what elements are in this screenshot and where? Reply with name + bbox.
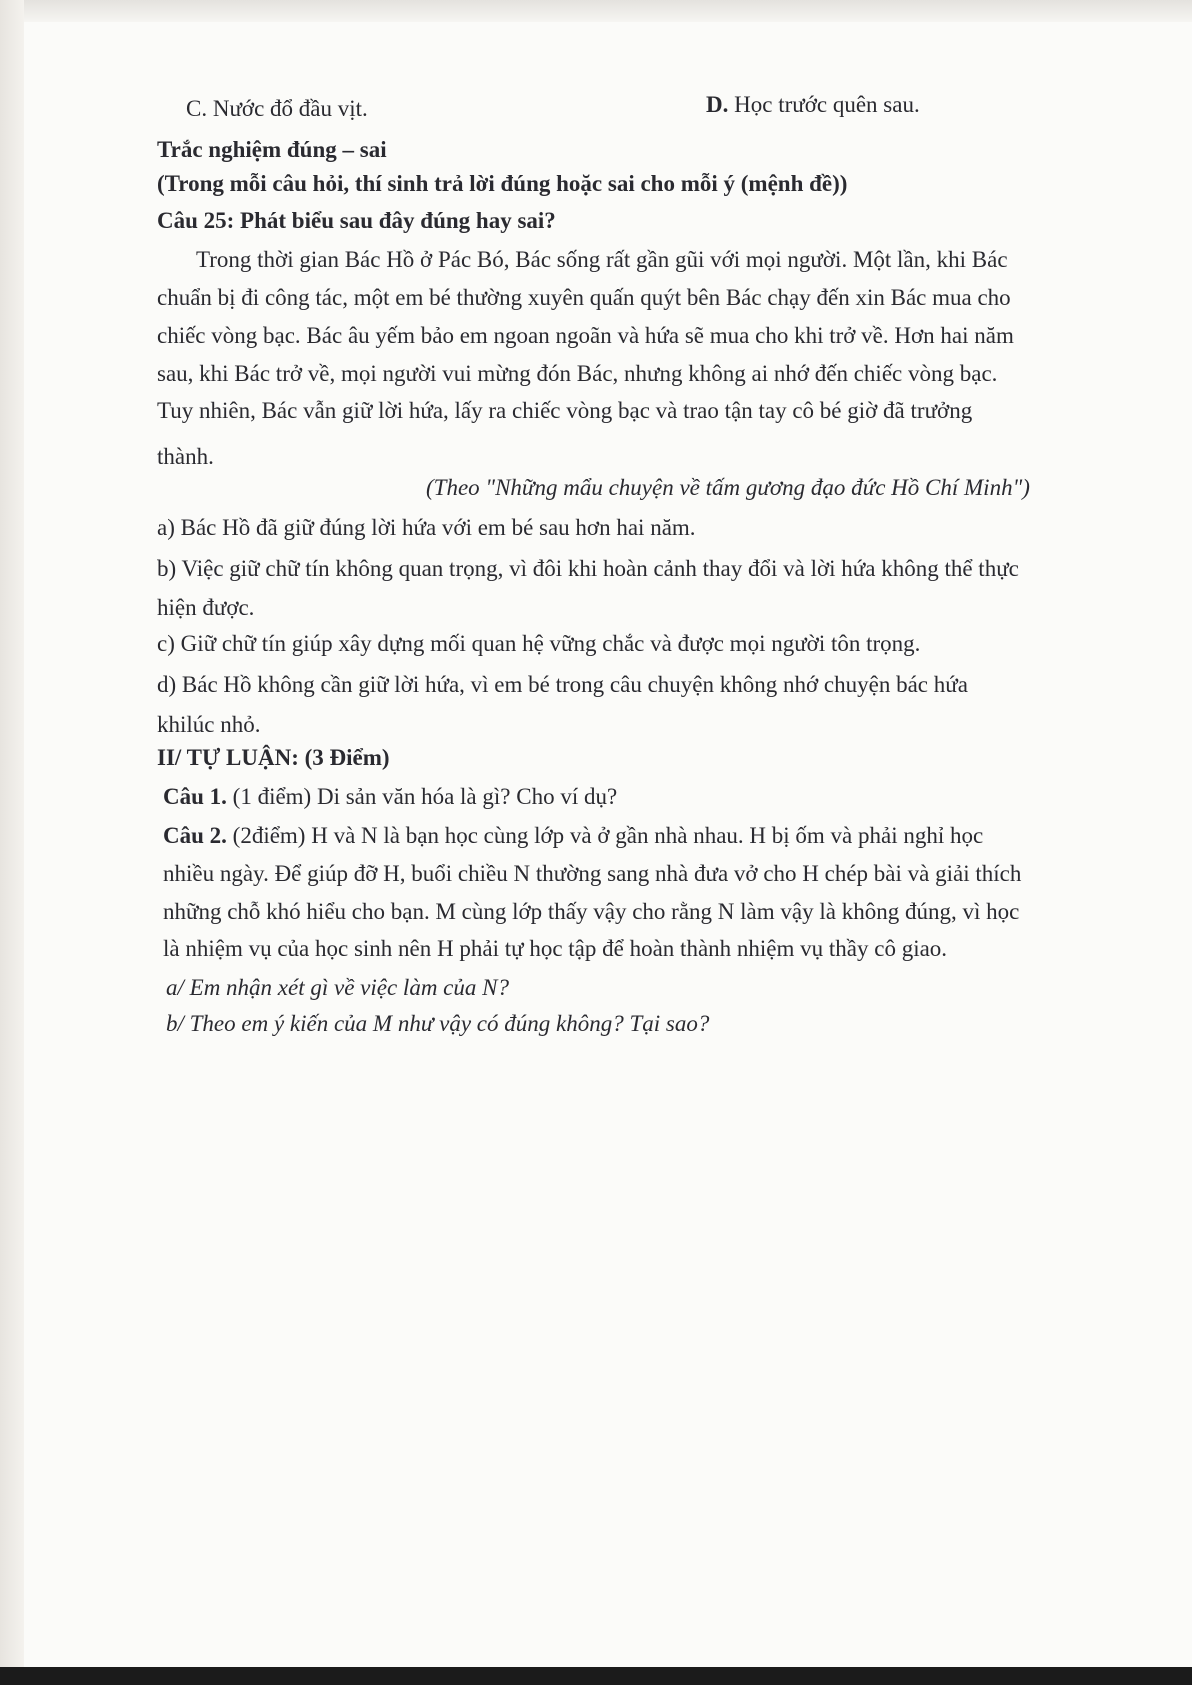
essay-question-2-line: nhiều ngày. Để giúp đỡ H, buổi chiều N thường sang nhà đưa vở cho H chép bài và giải thích (163, 861, 1022, 886)
essay-question-2: Câu 2. (2điểm) H và N là bạn học cùng lớp và ở gần nhà nhau. H bị ốm và phải nghỉ học (163, 823, 984, 848)
option-d: D. Học trước quên sau. (706, 92, 920, 117)
question25-heading: Câu 25: Phát biểu sau đây đúng hay sai? (157, 208, 556, 233)
option-c: C. Nước đổ đầu vịt. (186, 96, 368, 121)
scan-top-edge (0, 0, 1192, 22)
passage-line: sau, khi Bác trở về, mọi người vui mừng đón Bác, nhưng không ai nhớ đến chiếc vòng bạc. (157, 361, 998, 386)
essay-question-2-line: những chỗ khó hiểu cho bạn. M cùng lớp thấy vậy cho rằng N làm vậy là không đúng, vì học (163, 899, 1020, 924)
passage-line: chiếc vòng bạc. Bác âu yếm bảo em ngoan ngoãn và hứa sẽ mua cho khi trở về. Hơn hai năm (157, 323, 1014, 348)
statement-b-continued: hiện được. (157, 595, 255, 620)
essay-question-2-line: là nhiệm vụ của học sinh nên H phải tự học tập để hoàn thành nhiệm vụ thầy cô giao. (163, 936, 948, 961)
statement-d: d) Bác Hồ không cần giữ lời hứa, vì em bé trong câu chuyện không nhớ chuyện bác hứa (157, 672, 968, 697)
passage-line: chuẩn bị đi công tác, một em bé thường xuyên quấn quýt bên Bác chạy đến xin Bác mua cho (157, 285, 1011, 310)
essay-question-2b: b/ Theo em ý kiến của M như vậy có đúng không? Tại sao? (166, 1011, 710, 1036)
passage-source: (Theo "Những mẩu chuyện về tấm gương đạo đức Hồ Chí Minh") (426, 475, 1030, 500)
essay-heading: II/ TỰ LUẬN: (3 Điểm) (157, 745, 390, 770)
passage-line: Trong thời gian Bác Hồ ở Pác Bó, Bác sống rất gần gũi với mọi người. Một lần, khi Bác (196, 247, 1008, 272)
passage-line: Tuy nhiên, Bác vẫn giữ lời hứa, lấy ra chiếc vòng bạc và trao tận tay cô bé giờ đã trưởng (157, 398, 973, 423)
scan-bottom-edge (0, 1667, 1192, 1685)
statement-a: a) Bác Hồ đã giữ đúng lời hứa với em bé sau hơn hai năm. (157, 515, 696, 540)
statement-d-continued: khilúc nhỏ. (157, 712, 261, 737)
statement-c: c) Giữ chữ tín giúp xây dựng mối quan hệ vững chắc và được mọi người tôn trọng. (157, 631, 921, 656)
statement-b: b) Việc giữ chữ tín không quan trọng, vì đôi khi hoàn cảnh thay đổi và lời hứa không thể thực (157, 556, 1019, 581)
section-tf-title: Trắc nghiệm đúng – sai (157, 137, 387, 162)
section-tf-instruction: (Trong mỗi câu hỏi, thí sinh trả lời đúng hoặc sai cho mỗi ý (mệnh đề)) (157, 171, 848, 196)
scan-left-edge (0, 0, 24, 1685)
essay-question-1: Câu 1. (1 điểm) Di sản văn hóa là gì? Cho ví dụ? (163, 784, 618, 809)
essay-question-2a: a/ Em nhận xét gì về việc làm của N? (166, 975, 509, 1000)
passage-line: thành. (157, 444, 214, 469)
